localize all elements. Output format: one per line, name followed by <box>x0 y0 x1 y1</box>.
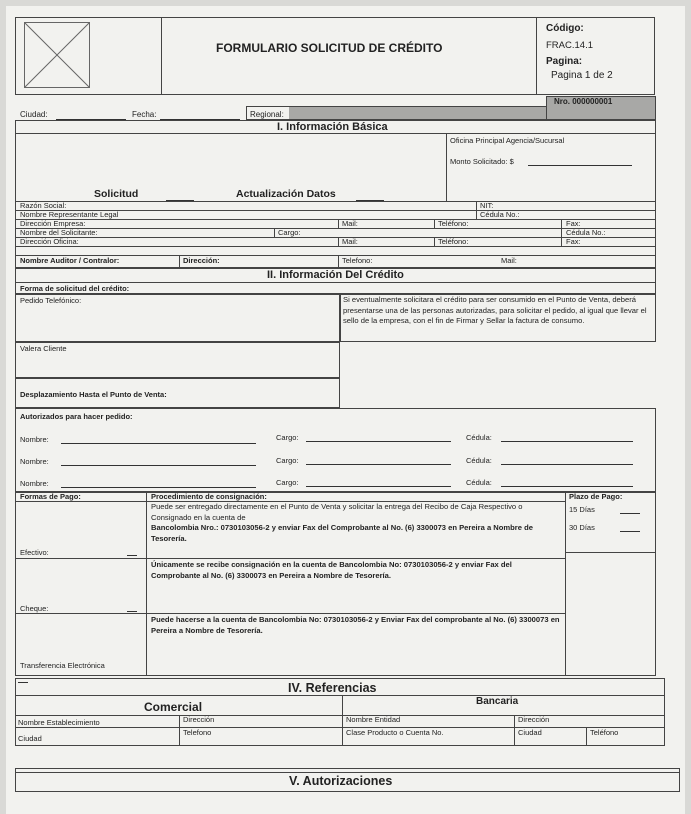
pagina-label: Pagina: <box>546 56 583 67</box>
ciudad-comercial-label: Ciudad <box>18 734 42 743</box>
regional-field[interactable] <box>289 107 546 119</box>
monto-label: Monto Solicitado: $ <box>450 157 514 166</box>
transferencia-label: Transferencia Electrónica <box>20 661 105 670</box>
nota-text: Si eventualmente solicitara el crédito para ser consumido en el Punto de Venta, deberá presentarse una de las personas autorizadas, para solicitar el pedido, al igual que llevar el sello de la empresa, con el fin de Firmar y Sellar la factura de consumo. <box>343 295 647 325</box>
autorizado-cargo-field-3[interactable] <box>306 486 451 487</box>
autorizado-cargo-label-3: Cargo: <box>276 478 299 487</box>
autorizado-cedula-label-1: Cédula: <box>466 433 492 442</box>
formas-pago-label: Formas de Pago: <box>20 492 81 501</box>
forma-solicitud-label: Forma de solicitud del crédito: <box>20 284 130 293</box>
proc-cheque-text: Únicamente se recibe consignación en la cuenta de Bancolombia No: 0730103056-2 y enviar Fax del Comprobante al No. (6) 3300073 en Pereira a Nombre de Tesorería. <box>151 560 512 580</box>
cargo-label: Cargo: <box>278 228 301 237</box>
cheque-label: Cheque: <box>20 604 49 613</box>
ciudad-label: Ciudad: <box>20 110 48 119</box>
plazo-15-dias[interactable]: 15 Días <box>569 505 595 514</box>
autorizado-cedula-field-3[interactable] <box>501 486 633 487</box>
proc-efectivo-text-1: Puede ser entregado directamente en el Punto de Venta y solicitar la entrega del Recibo de Caja Respectivo o Consignado en la cuenta de <box>151 502 523 522</box>
efectivo-checkline[interactable] <box>127 555 137 556</box>
auditor-label: Nombre Auditor / Contralor: <box>20 256 120 265</box>
telefono-comercial-label: Telefono <box>183 728 212 737</box>
autorizado-cedula-label-3: Cédula: <box>466 478 492 487</box>
fecha-label: Fecha: <box>132 110 157 119</box>
autorizado-cedula-field-2[interactable] <box>501 464 633 465</box>
autorizado-cargo-field-2[interactable] <box>306 464 451 465</box>
autorizado-nombre-field-2[interactable] <box>61 465 256 466</box>
razon-social-label: Razón Social: <box>20 201 67 210</box>
telefono-label-3: Telefono: <box>342 256 373 265</box>
representante-label: Nombre Representante Legal <box>20 210 119 219</box>
ciudad-bancaria-label: Ciudad <box>518 728 542 737</box>
monto-field[interactable] <box>528 165 632 166</box>
solicitud-option[interactable]: Solicitud <box>94 188 139 200</box>
nombre-entidad-label: Nombre Entidad <box>346 715 401 724</box>
direccion-oficina-label: Dirección Oficina: <box>20 237 79 246</box>
direccion-label: Dirección: <box>183 256 220 265</box>
autorizado-nombre-label-2: Nombre: <box>20 457 49 466</box>
cedula-no-label: Cédula No.: <box>480 210 520 219</box>
proc-efectivo-text-2: Bancolombia Nro.: 0730103056-2 y enviar Fax del Comprobante al No. (6) 3300073 en Pereira a Nombre de Tesorería. <box>151 523 533 543</box>
form-page <box>6 6 685 814</box>
telefono-label-2: Teléfono: <box>438 237 469 246</box>
oficina-label: Oficina Principal Agencia/Sucursal <box>450 136 565 145</box>
codigo-label: Código: <box>546 23 584 34</box>
mail-label-2: Mail: <box>342 237 358 246</box>
procedimiento-label: Procedimiento de consignación: <box>151 492 267 501</box>
telefono-label-1: Teléfono: <box>438 219 469 228</box>
nombre-solicitante-label: Nombre del Solicitante: <box>20 228 98 237</box>
nro-value: Nro. 000000001 <box>554 97 613 106</box>
fax-label-1: Fax: <box>566 219 581 228</box>
direccion-comercial-label: Dirección <box>183 715 215 724</box>
nit-label: NIT: <box>480 201 494 210</box>
autorizado-cargo-label-2: Cargo: <box>276 456 299 465</box>
valera-cliente-label: Valera Cliente <box>20 344 67 353</box>
logo-placeholder-icon <box>24 22 90 88</box>
section4-title: IV. Referencias <box>288 681 377 695</box>
section1-title: I. Información Básica <box>277 121 388 133</box>
telefono-bancaria-label: Teléfono <box>590 728 619 737</box>
fax-label-2: Fax: <box>566 237 581 246</box>
plazo-30-dias[interactable]: 30 Días <box>569 523 595 532</box>
plazo-pago-label: Plazo de Pago: <box>569 492 623 501</box>
bancaria-label: Bancaria <box>476 696 519 707</box>
autorizado-nombre-field-3[interactable] <box>61 487 256 488</box>
regional-label: Regional: <box>250 110 284 119</box>
autorizado-cedula-label-2: Cédula: <box>466 456 492 465</box>
direccion-bancaria-label: Dirección <box>518 715 550 724</box>
autorizado-nombre-field-1[interactable] <box>61 443 256 444</box>
proc-transferencia-text: Puede hacerse a la cuenta de Bancolombia No: 0730103056-2 y Enviar Fax del comprobante al No. (6) 3300073 en Pereira a Nombre de Tesorería. <box>151 615 560 635</box>
nombre-establecimiento-label: Nombre Establecimiento <box>18 718 100 727</box>
plazo-30-checkline[interactable] <box>620 531 640 532</box>
form-title: FORMULARIO SOLICITUD DE CRÉDITO <box>216 41 443 55</box>
autorizado-nombre-label-1: Nombre: <box>20 435 49 444</box>
comercial-label: Comercial <box>144 700 203 714</box>
codigo-value: FRAC.14.1 <box>546 40 593 51</box>
pedido-telefonico-label: Pedido Telefónico: <box>20 296 82 305</box>
mail-label-3: Mail: <box>501 256 517 265</box>
efectivo-label: Efectivo: <box>20 548 49 557</box>
autorizados-label: Autorizados para hacer pedido: <box>20 412 133 421</box>
section2-title: II. Información Del Crédito <box>267 269 404 281</box>
clase-producto-label: Clase Producto o Cuenta No. <box>346 728 444 737</box>
actualizacion-option[interactable]: Actualización Datos <box>236 188 336 200</box>
desplazamiento-label: Desplazamiento Hasta el Punto de Venta: <box>20 390 167 399</box>
mail-label-1: Mail: <box>342 219 358 228</box>
plazo-15-checkline[interactable] <box>620 513 640 514</box>
autorizado-cargo-label-1: Cargo: <box>276 433 299 442</box>
section5-title: V. Autorizaciones <box>289 774 393 788</box>
cedula-no-label-2: Cédula No.: <box>566 228 606 237</box>
autorizado-cargo-field-1[interactable] <box>306 441 451 442</box>
autorizado-nombre-label-3: Nombre: <box>20 479 49 488</box>
autorizado-cedula-field-1[interactable] <box>501 441 633 442</box>
cheque-checkline[interactable] <box>127 611 137 612</box>
pagina-value: Pagina 1 de 2 <box>551 70 613 81</box>
direccion-empresa-label: Dirección Empresa: <box>20 219 86 228</box>
